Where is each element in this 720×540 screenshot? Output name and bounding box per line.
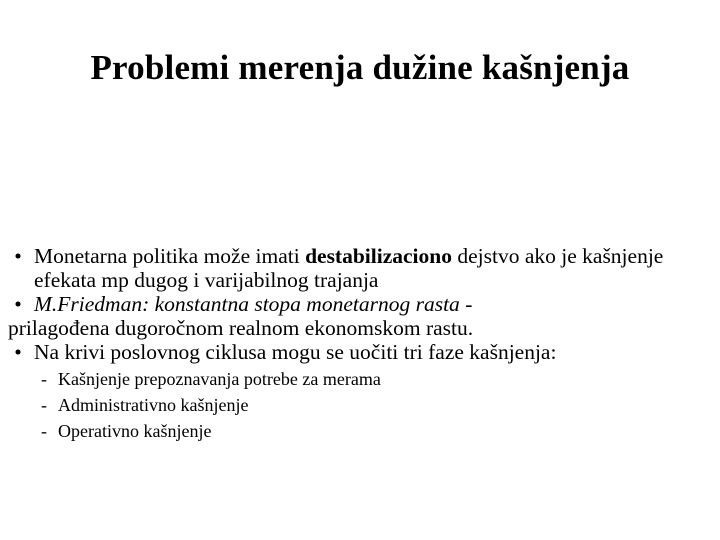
bullet-text: Na krivi poslovnog ciklusa mogu se uočiti tri faze kašnjenja: — [34, 340, 557, 364]
bullet-icon: • — [14, 340, 22, 364]
bullet-text: Monetarna politika može imati — [34, 244, 306, 268]
dash-icon: - — [41, 369, 47, 389]
dash-icon: - — [41, 395, 47, 415]
bullet-icon: • — [14, 244, 22, 268]
slide-body — [8, 244, 708, 444]
bullet-text: - — [459, 292, 473, 316]
slide-title: Problemi merenja dužine kašnjenja — [90, 48, 630, 87]
bullet-text: dejstvo ako je kašnjenje efekata mp dugog i varijabilnog trajanja — [34, 244, 664, 292]
continuation-line: prilagođena dugoročnom realnom ekonomskom rastu. — [8, 316, 474, 340]
sub-item-text: Administrativno kašnjenje — [58, 395, 249, 415]
sub-item — [41, 392, 708, 418]
sub-item — [41, 366, 708, 392]
bullet-item — [8, 340, 708, 364]
bullet-item — [8, 244, 708, 292]
sub-list — [8, 366, 708, 444]
bullet-item — [8, 292, 708, 316]
sub-item-text: Operativno kašnjenje — [58, 421, 212, 441]
dash-icon: - — [41, 421, 47, 441]
sub-item-text: Kašnjenje prepoznavanja potrebe za merama — [58, 369, 381, 389]
bullet-icon: • — [14, 292, 22, 316]
friedman-quote: M.Friedman: konstantna stopa monetarnog rasta — [34, 292, 460, 316]
sub-item — [41, 418, 708, 444]
bold-term: destabilizaciono — [305, 244, 452, 268]
